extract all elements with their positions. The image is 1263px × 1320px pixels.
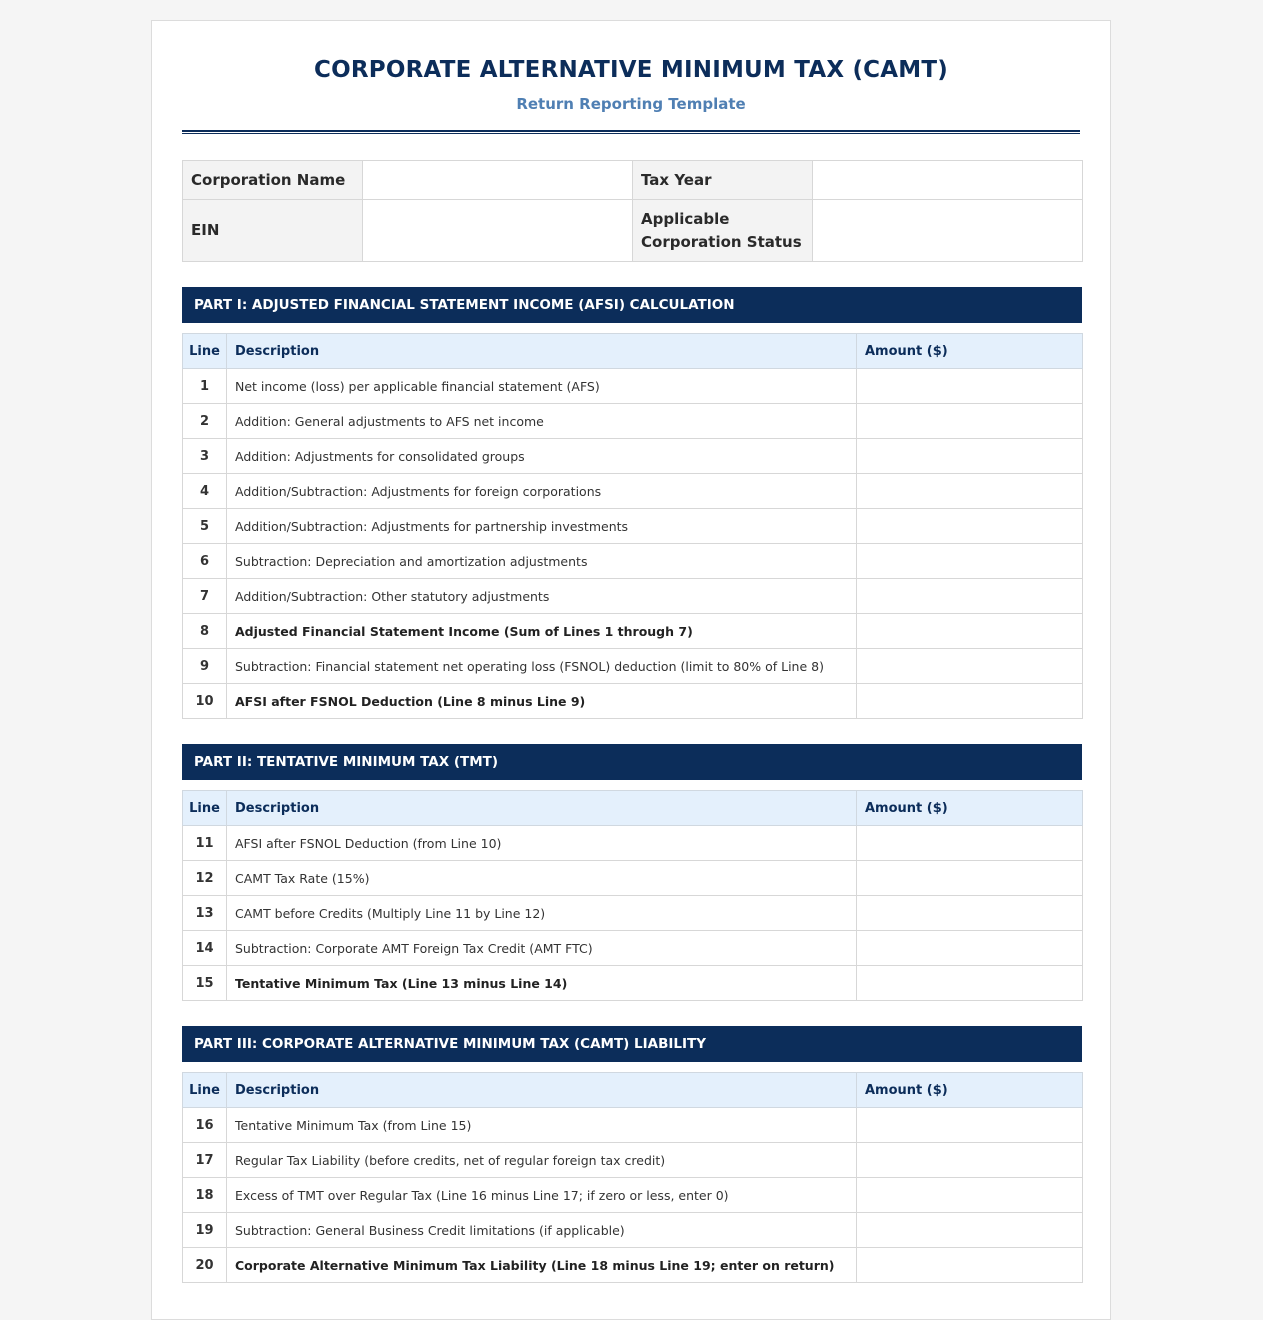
line-number: 12 [183,861,227,896]
column-header-line: Line [183,791,227,826]
line-number: 18 [183,1178,227,1213]
table-row [183,544,1083,579]
line-description: CAMT Tax Rate (15%) [227,861,857,896]
amount-field[interactable] [857,684,1083,719]
table-row [183,1248,1083,1283]
section-header-part-2: PART II: TENTATIVE MINIMUM TAX (TMT) [182,744,1082,780]
line-number: 6 [183,544,227,579]
tax-year-field[interactable] [813,161,1083,200]
amount-field[interactable] [857,544,1083,579]
amount-field[interactable] [857,1143,1083,1178]
line-description: Subtraction: Corporate AMT Foreign Tax Credit (AMT FTC) [227,931,857,966]
column-header-amount: Amount ($) [857,791,1083,826]
line-table-part-2 [182,790,1083,1001]
line-number: 20 [183,1248,227,1283]
info-row [183,161,1083,200]
line-description: Addition/Subtraction: Other statutory adjustments [227,579,857,614]
corporation-name-field[interactable] [363,161,633,200]
line-number: 19 [183,1213,227,1248]
amount-field[interactable] [857,1178,1083,1213]
amount-field[interactable] [857,579,1083,614]
line-number: 5 [183,509,227,544]
amount-field[interactable] [857,614,1083,649]
table-row [183,1178,1083,1213]
line-number: 17 [183,1143,227,1178]
amount-field[interactable] [857,404,1083,439]
amount-field[interactable] [857,826,1083,861]
line-description: Tentative Minimum Tax (from Line 15) [227,1108,857,1143]
line-description: Net income (loss) per applicable financial statement (AFS) [227,369,857,404]
column-header-line: Line [183,334,227,369]
column-header-description: Description [227,334,857,369]
line-description: Addition: Adjustments for consolidated groups [227,439,857,474]
line-number: 13 [183,896,227,931]
line-description: Regular Tax Liability (before credits, net of regular foreign tax credit) [227,1143,857,1178]
table-row [183,1143,1083,1178]
amount-field[interactable] [857,649,1083,684]
line-number: 11 [183,826,227,861]
line-number: 1 [183,369,227,404]
applicable-corporation-status-label: Applicable Corporation Status [633,200,813,262]
table-row [183,684,1083,719]
line-description: Subtraction: Depreciation and amortization adjustments [227,544,857,579]
line-description: Adjusted Financial Statement Income (Sum of Lines 1 through 7) [227,614,857,649]
table-row [183,826,1083,861]
amount-field[interactable] [857,439,1083,474]
line-description: Subtraction: General Business Credit limitations (if applicable) [227,1213,857,1248]
amount-field[interactable] [857,896,1083,931]
column-header-description: Description [227,1073,857,1108]
table-row [183,404,1083,439]
amount-field[interactable] [857,1248,1083,1283]
line-number: 16 [183,1108,227,1143]
table-row [183,966,1083,1001]
line-description: CAMT before Credits (Multiply Line 11 by Line 12) [227,896,857,931]
column-header-line: Line [183,1073,227,1108]
amount-field[interactable] [857,966,1083,1001]
line-number: 4 [183,474,227,509]
column-header-amount: Amount ($) [857,1073,1083,1108]
table-row [183,369,1083,404]
line-number: 8 [183,614,227,649]
line-number: 15 [183,966,227,1001]
page-subtitle: Return Reporting Template [516,95,746,113]
page-title: CORPORATE ALTERNATIVE MINIMUM TAX (CAMT) [314,57,948,83]
amount-field[interactable] [857,931,1083,966]
amount-field[interactable] [857,1213,1083,1248]
line-table-part-3 [182,1072,1083,1283]
line-number: 3 [183,439,227,474]
ein-label: EIN [183,200,363,262]
line-number: 10 [183,684,227,719]
line-description: Addition: General adjustments to AFS net income [227,404,857,439]
table-row [183,649,1083,684]
line-number: 14 [183,931,227,966]
table-header-row [183,334,1083,369]
line-number: 2 [183,404,227,439]
table-header-row [183,791,1083,826]
section-header-part-1: PART I: ADJUSTED FINANCIAL STATEMENT INCOME (AFSI) CALCULATION [182,287,1082,323]
return-template-page [151,20,1111,1320]
parts-container [182,287,1080,1283]
ein-field[interactable] [363,200,633,262]
column-header-description: Description [227,791,857,826]
column-header-amount: Amount ($) [857,334,1083,369]
applicable-corporation-status-field[interactable] [813,200,1083,262]
table-row [183,931,1083,966]
corporation-info-table [182,160,1083,262]
table-row [183,1213,1083,1248]
line-number: 7 [183,579,227,614]
table-header-row [183,1073,1083,1108]
amount-field[interactable] [857,369,1083,404]
amount-field[interactable] [857,1108,1083,1143]
table-row [183,614,1083,649]
line-description: Subtraction: Financial statement net operating loss (FSNOL) deduction (limit to 80% of Line 8) [227,649,857,684]
section-header-part-3: PART III: CORPORATE ALTERNATIVE MINIMUM TAX (CAMT) LIABILITY [182,1026,1082,1062]
title-divider [182,130,1080,134]
line-description: AFSI after FSNOL Deduction (from Line 10) [227,826,857,861]
info-row [183,200,1083,262]
line-description: Addition/Subtraction: Adjustments for partnership investments [227,509,857,544]
amount-field[interactable] [857,509,1083,544]
amount-field[interactable] [857,474,1083,509]
tax-year-label: Tax Year [633,161,813,200]
corporation-name-label: Corporation Name [183,161,363,200]
line-description: Corporate Alternative Minimum Tax Liability (Line 18 minus Line 19; enter on return) [227,1248,857,1283]
line-description: Excess of TMT over Regular Tax (Line 16 minus Line 17; if zero or less, enter 0) [227,1178,857,1213]
line-number: 9 [183,649,227,684]
line-description: Tentative Minimum Tax (Line 13 minus Line 14) [227,966,857,1001]
line-description: Addition/Subtraction: Adjustments for foreign corporations [227,474,857,509]
table-row [183,474,1083,509]
table-row [183,509,1083,544]
table-row [183,1108,1083,1143]
table-row [183,896,1083,931]
line-description: AFSI after FSNOL Deduction (Line 8 minus Line 9) [227,684,857,719]
line-table-part-1 [182,333,1083,719]
table-row [183,439,1083,474]
amount-field[interactable] [857,861,1083,896]
table-row [183,579,1083,614]
table-row [183,861,1083,896]
